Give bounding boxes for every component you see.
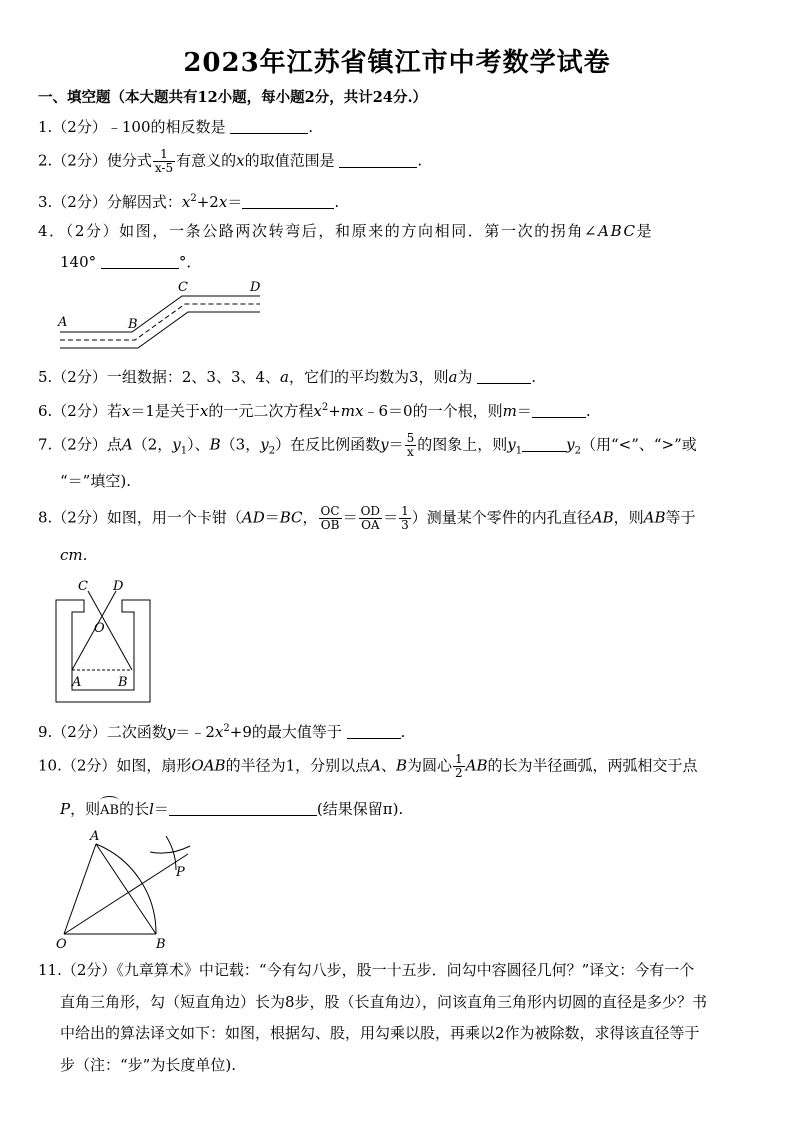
answer-blank[interactable] [101,254,179,269]
question-10: 10.（2分）如图，扇形OAB的半径为1，分别以点A、B为圆心 $\frac{1}{2}$ AB的长为半径画弧，两弧相交于点 [38,752,698,780]
section-heading: 一、填空题（本大题共有12小题，每小题2分，共计24分.） [38,89,427,106]
label-P: P [176,865,185,880]
road-figure [52,278,272,358]
question-11-line3: 中给出的算法译文如下：如图，根据勾、股，用勾乘以股，再乘以2作为被除数，求得该直径等于 [60,1024,700,1042]
question-11-line4: 步（注：“步”为长度单位). [60,1056,236,1074]
label-B: B [128,317,138,332]
question-1: 1.（2分）﹣100的相反数是 . [38,118,314,136]
answer-blank[interactable] [339,153,417,168]
question-7-line2: “＝”填空). [60,472,131,490]
question-2: 2.（2分）使分式 $\frac{1}{x-5}$ 有意义的x的取值范围是 . [38,147,423,175]
answer-blank[interactable] [522,437,566,452]
answer-blank[interactable] [230,119,308,134]
question-3: 3.（2分）分解因式：$x^2+2x=$ . [38,193,340,211]
answer-blank[interactable] [532,403,586,418]
label-C: C [178,280,188,295]
answer-blank[interactable] [242,194,334,209]
label-B: B [118,675,128,690]
label-O: O [94,621,105,636]
arc-symbol: AB [100,801,119,821]
question-7: 7.（2分）点A（2，$y_1$）、B（3，$y_2$）在反比例函数y＝ $\frac{5}{x}$ 的图象上，则$y_1$ $y_2$（用“<”、“>”或 [38,431,697,459]
question-9: 9.（2分）二次函数$y=﹣2x^2+9$的最大值等于 . [38,723,406,741]
label-A: A [90,829,100,844]
page-title: 2023年江苏省镇江市中考数学试卷 [183,48,611,78]
label-D: D [113,579,124,594]
label-O: O [56,937,67,952]
question-4: 4．（2分）如图，一条公路两次转弯后，和原来的方向相同．第一次的拐角∠ABC是 [38,222,654,240]
caliper-figure [50,574,160,706]
label-D: D [250,280,261,295]
answer-blank[interactable] [347,724,401,739]
sector-figure [52,826,202,952]
question-11-line2: 直角三角形，勾（短直角边）长为8步，股（长直角边），问该直角三角形内切圆的直径是多少？书 [60,993,708,1011]
label-C: C [78,579,88,594]
question-8-line2: cm. [60,546,88,564]
label-B: B [156,937,166,952]
answer-blank[interactable] [169,801,317,816]
label-A: A [58,315,68,330]
question-10-line2: P，则AB的长l＝ (结果保留π). [60,799,403,821]
question-4-line2: 140° °． [60,253,202,271]
label-A: A [72,675,82,690]
question-6: 6.（2分）若x＝1是关于x的一元二次方程$x^2+mx﹣6=0$的一个根，则m＝ . [38,402,591,420]
answer-blank[interactable] [477,369,531,384]
question-5: 5.（2分）一组数据：2、3、3、4、a，它们的平均数为3，则a为 . [38,368,537,386]
question-8: 8.（2分）如图，用一个卡钳（AD＝BC， $\frac{OC}{OB}$ ＝ $\frac{OD}{OA}$ ＝ $\frac{1}{3}$ ）测量某个零件的内孔直径AB，则AB等于 [38,504,696,532]
question-11: 11.（2分）《九章算术》中记载：“今有勾八步，股一十五步．问勾中容圆径几何？”译文：今有一个 [38,961,695,979]
